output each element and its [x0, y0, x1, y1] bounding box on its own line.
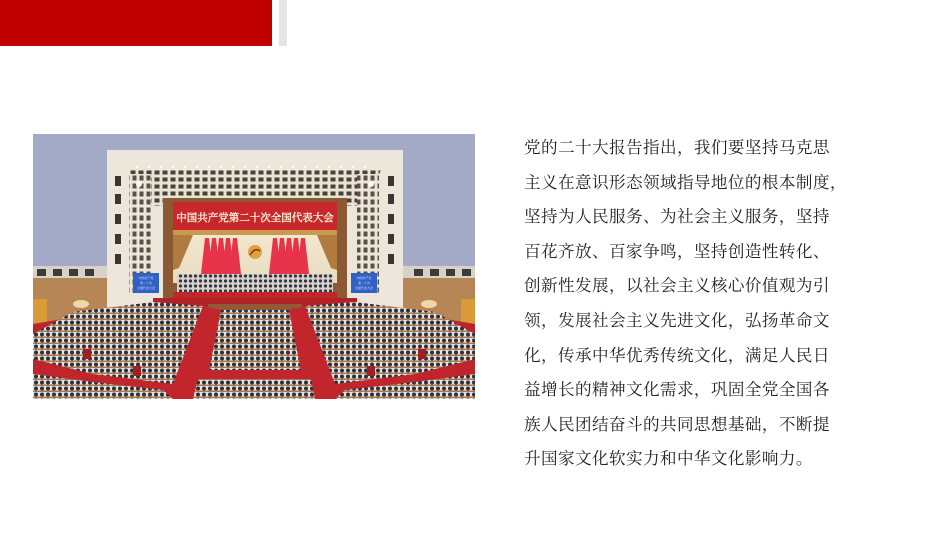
screen-right-line: 全国代表大会 — [354, 286, 374, 290]
article-line: 升国家文化软实力和中华文化影响力。 — [524, 449, 813, 469]
header-divider-bar — [279, 0, 287, 46]
article-line: 党的二十大报告指出，我们要坚持马克思 — [524, 138, 830, 157]
article-line: 主义在意识形态领域指导地位的根本制度， — [524, 172, 847, 192]
article-paragraph — [524, 131, 884, 477]
article-line: 百花齐放、百家争鸣，坚持创造性转化、 — [524, 241, 830, 261]
article-line: 创新性发展，以社会主义核心价值观为引 — [524, 276, 830, 296]
article-line: 坚持为人民服务、为社会主义服务，坚持 — [524, 207, 830, 227]
congress-hall-photo — [33, 134, 475, 399]
screen-right-line: 第二十次 — [357, 281, 371, 285]
article-line: 族人民团结奋斗的共同思想基础，不断提 — [524, 414, 830, 434]
article-line: 化，传承中华优秀传统文化，满足人民日 — [524, 345, 830, 365]
screen-left-line: 中国共产党 — [138, 276, 154, 280]
article-line: 益增长的精神文化需求，巩固全党全国各 — [524, 380, 830, 400]
screen-right-line: 中国共产党 — [356, 276, 372, 280]
banner-text: 中国共产党第二十次全国代表大会 — [176, 212, 334, 224]
header-accent-bar — [0, 0, 272, 46]
article-line: 领，发展社会主义先进文化，弘扬革命文 — [524, 310, 830, 330]
screen-left-line: 全国代表大会 — [136, 286, 156, 290]
screen-left-line: 第二十次 — [139, 281, 153, 285]
